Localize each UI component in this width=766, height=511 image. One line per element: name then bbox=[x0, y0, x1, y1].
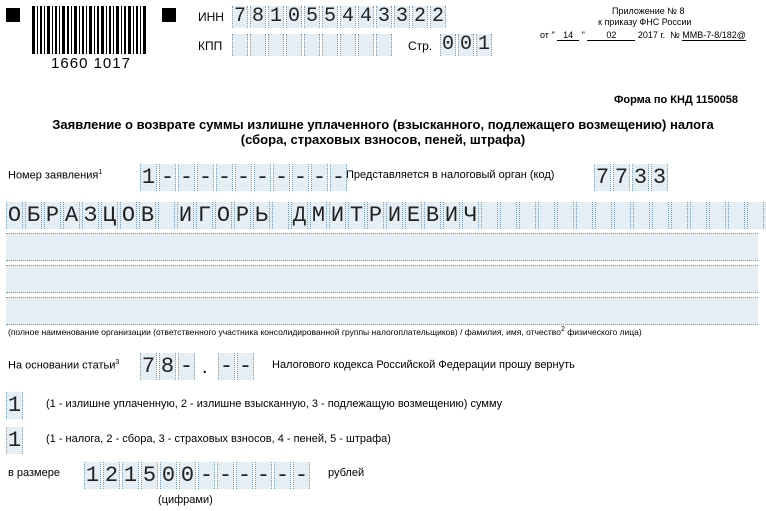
inn-cell-4[interactable]: 0 bbox=[287, 5, 300, 28]
inn-cell-7[interactable]: 4 bbox=[341, 5, 354, 28]
tax-organ-cell-2[interactable]: 7 bbox=[614, 165, 629, 190]
sum-type-cell[interactable] bbox=[6, 392, 25, 419]
kpp-cells[interactable] bbox=[232, 34, 394, 56]
payer-name-cell-19[interactable]: Т bbox=[349, 203, 364, 228]
form-title-line1: Заявление о возврате суммы излишне уплаченного (взысканного, подлежащего возмещению) налога bbox=[52, 117, 714, 132]
payer-name-cell-17[interactable]: М bbox=[311, 203, 326, 228]
form-knd: Форма по КНД 1150058 bbox=[614, 94, 739, 106]
tax-organ-cell-3[interactable]: 3 bbox=[633, 165, 648, 190]
footnote-2: 2 bbox=[560, 326, 565, 333]
payer-name-cell-12[interactable]: О bbox=[216, 203, 231, 228]
footnote-3: 3 bbox=[115, 359, 120, 366]
amount-cell-10[interactable]: - bbox=[256, 463, 271, 488]
tax-organ-label: Представляется в налоговый орган (код) bbox=[346, 169, 555, 181]
kpp-cell-1[interactable] bbox=[232, 34, 248, 56]
basis-article-cells[interactable] bbox=[140, 353, 197, 380]
amount-unit: рублей bbox=[328, 467, 365, 479]
basis-text: Налогового кодекса Российской Федерации прошу вернуть bbox=[272, 359, 575, 371]
payer-name-cell-39[interactable] bbox=[728, 202, 745, 229]
inn-cell-11[interactable]: 2 bbox=[413, 5, 426, 28]
application-number-cells[interactable] bbox=[140, 164, 349, 191]
basis-sub-cells[interactable] bbox=[218, 353, 256, 380]
barcode bbox=[32, 6, 150, 72]
payer-name-cell-25[interactable]: Ч bbox=[463, 203, 478, 228]
application-number-cell-11[interactable]: - bbox=[331, 165, 346, 190]
amount-cells[interactable] bbox=[84, 462, 312, 489]
page-label: Стр. bbox=[408, 39, 433, 53]
kpp-cell-2[interactable] bbox=[250, 34, 266, 56]
form-title-line2: (сбора, страховых взносов, пеней, штрафа) bbox=[240, 132, 526, 147]
kpp-cell-8[interactable] bbox=[358, 34, 374, 56]
application-number-label-text: Номер заявления bbox=[8, 169, 99, 182]
inn-cell-6[interactable]: 5 bbox=[323, 5, 336, 28]
payer-name-cell-14[interactable]: Ь bbox=[254, 203, 269, 228]
payer-name-cell-6[interactable]: Ц bbox=[102, 203, 117, 228]
tax-organ-cell-4[interactable]: 3 bbox=[652, 165, 667, 190]
inn-cell-9[interactable]: 3 bbox=[377, 5, 390, 28]
payer-name-cell-16[interactable]: Д bbox=[292, 203, 307, 228]
article-cell-1[interactable]: 7 bbox=[141, 354, 156, 379]
inn-cells[interactable] bbox=[232, 6, 448, 28]
inn-cell-2[interactable]: 8 bbox=[251, 5, 264, 28]
kpp-cell-3[interactable] bbox=[268, 34, 284, 56]
payer-name-cell-2[interactable]: Б bbox=[26, 203, 41, 228]
order-date: от " 14 " 02 2017 г. № ММВ-7-8/182@ bbox=[540, 30, 746, 40]
payer-name-cell-9[interactable] bbox=[158, 202, 175, 229]
corner-marker-right bbox=[162, 8, 176, 22]
barcode-bars bbox=[32, 6, 150, 54]
order-no: ММВ-7-8/182@ bbox=[682, 30, 746, 40]
payer-name-field[interactable] bbox=[6, 202, 766, 325]
payer-name-cell-5[interactable]: З bbox=[83, 203, 98, 228]
footnote-1: 1 bbox=[98, 169, 103, 176]
payer-name-cell-27[interactable] bbox=[500, 202, 517, 229]
inn-cell-5[interactable]: 5 bbox=[305, 5, 318, 28]
tax-organ-cell-1[interactable]: 7 bbox=[595, 165, 610, 190]
annex-order: к приказу ФНС России bbox=[598, 17, 692, 27]
kpp-cell-7[interactable] bbox=[340, 34, 356, 56]
barcode-number: 1660 1017 bbox=[32, 57, 150, 71]
application-number-cell-8[interactable]: - bbox=[274, 165, 289, 190]
kpp-cell-6[interactable] bbox=[322, 34, 338, 56]
sum-type-value-1[interactable]: 1 bbox=[7, 393, 22, 418]
payer-name-row-2[interactable] bbox=[6, 233, 758, 261]
payer-name-cell-31[interactable] bbox=[576, 202, 593, 229]
basis-label-text: На основании статьи bbox=[8, 359, 116, 372]
inn-cell-3[interactable]: 1 bbox=[269, 5, 282, 28]
amount-cell-6[interactable]: 0 bbox=[180, 463, 195, 488]
page-cell-2[interactable]: 0 bbox=[459, 33, 472, 56]
amount-cell-12[interactable]: - bbox=[294, 463, 309, 488]
payer-name-cell-30[interactable] bbox=[557, 202, 574, 229]
article-cell-2[interactable]: 8 bbox=[160, 354, 175, 379]
payer-name-cell-7[interactable]: О bbox=[121, 203, 136, 228]
kpp-cell-9[interactable] bbox=[376, 34, 392, 56]
amount-cell-11[interactable]: - bbox=[275, 463, 290, 488]
application-number-cell-9[interactable]: - bbox=[293, 165, 308, 190]
inn-label: ИНН bbox=[198, 10, 224, 24]
payer-name-cell-38[interactable] bbox=[709, 202, 726, 229]
basis-label bbox=[8, 359, 119, 372]
payer-name-cell-11[interactable]: Г bbox=[197, 203, 212, 228]
payer-name-cell-23[interactable]: В bbox=[425, 203, 440, 228]
payer-name-cell-40[interactable] bbox=[747, 202, 764, 229]
payment-type-value-1[interactable]: 1 bbox=[7, 428, 22, 453]
amount-cell-7[interactable]: - bbox=[199, 463, 214, 488]
payer-name-row-3[interactable] bbox=[6, 265, 758, 293]
amount-cell-5[interactable]: 0 bbox=[161, 463, 176, 488]
amount-note: (цифрами) bbox=[158, 494, 213, 506]
application-number-cell-1[interactable]: 1 bbox=[141, 165, 156, 190]
payer-name-cell-26[interactable] bbox=[481, 202, 498, 229]
amount-cell-2[interactable]: 2 bbox=[104, 463, 119, 488]
payer-name-cell-28[interactable] bbox=[519, 202, 536, 229]
application-number-cell-4[interactable]: - bbox=[198, 165, 213, 190]
payer-name-row-4[interactable] bbox=[6, 297, 758, 325]
amount-cell-8[interactable]: - bbox=[218, 463, 233, 488]
amount-cell-1[interactable]: 1 bbox=[85, 463, 100, 488]
inn-cell-1[interactable]: 7 bbox=[233, 5, 246, 28]
page-cells[interactable] bbox=[440, 34, 494, 56]
application-number-cell-6[interactable]: - bbox=[236, 165, 251, 190]
order-year: 2017 г. bbox=[637, 30, 666, 40]
payer-name-cell-8[interactable]: В bbox=[140, 203, 155, 228]
payer-name-cell-33[interactable] bbox=[614, 202, 631, 229]
kpp-cell-4[interactable] bbox=[286, 34, 302, 56]
payer-name-cell-1[interactable]: О bbox=[7, 203, 22, 228]
application-number-cell-5[interactable]: - bbox=[217, 165, 232, 190]
application-number-cell-7[interactable]: - bbox=[255, 165, 270, 190]
application-number-label bbox=[8, 169, 102, 182]
order-no-label: № bbox=[670, 30, 680, 40]
application-number-cell-2[interactable]: - bbox=[160, 165, 175, 190]
payer-name-cell-24[interactable]: И bbox=[444, 203, 459, 228]
order-date-from: от bbox=[540, 30, 549, 40]
payer-name-cell-34[interactable] bbox=[633, 202, 650, 229]
payer-name-cell-10[interactable]: И bbox=[178, 203, 193, 228]
annex-title: Приложение № 8 bbox=[612, 6, 685, 16]
sub-article-cell-1[interactable]: - bbox=[219, 354, 234, 379]
inn-cell-10[interactable]: 3 bbox=[395, 5, 408, 28]
payer-name-cell-18[interactable]: И bbox=[330, 203, 345, 228]
payer-name-cell-15[interactable] bbox=[272, 202, 289, 229]
amount-cell-9[interactable]: - bbox=[237, 463, 252, 488]
tax-organ-cells[interactable] bbox=[594, 164, 670, 191]
application-number-cell-10[interactable]: - bbox=[312, 165, 327, 190]
payment-type-text: (1 - налога, 2 - сбора, 3 - страховых взносов, 4 - пеней, 5 - штрафа) bbox=[46, 433, 391, 445]
payer-name-cell-21[interactable]: И bbox=[387, 203, 402, 228]
payer-name-cell-20[interactable]: Р bbox=[368, 203, 383, 228]
order-day: 14 bbox=[557, 30, 579, 41]
form-title bbox=[0, 117, 766, 147]
amount-cell-4[interactable]: 5 bbox=[142, 463, 157, 488]
payer-name-cell-3[interactable]: Р bbox=[45, 203, 60, 228]
page-cell-1[interactable]: 0 bbox=[441, 33, 454, 56]
inn-cell-8[interactable]: 4 bbox=[359, 5, 372, 28]
article-cell-3[interactable]: - bbox=[179, 354, 194, 379]
page-cell-3[interactable]: 1 bbox=[477, 33, 490, 56]
amount-label: в размере bbox=[8, 467, 60, 479]
order-month: 02 bbox=[587, 30, 635, 41]
payer-name-note-text: (полное наименование организации (ответственного участника консолидированной группы налогоплательщиков) / фамилия, имя, отчество bbox=[8, 326, 561, 337]
payer-name-cell-13[interactable]: Р bbox=[235, 203, 250, 228]
payer-name-cell-37[interactable] bbox=[690, 202, 707, 229]
corner-marker-left bbox=[6, 8, 20, 22]
amount-cell-3[interactable]: 1 bbox=[123, 463, 138, 488]
payer-name-cell-4[interactable]: А bbox=[64, 203, 79, 228]
payer-name-cell-22[interactable]: Е bbox=[406, 203, 421, 228]
kpp-label: КПП bbox=[198, 39, 223, 53]
kpp-cell-5[interactable] bbox=[304, 34, 320, 56]
payer-name-cell-29[interactable] bbox=[538, 202, 555, 229]
payer-name-note bbox=[8, 326, 642, 337]
sum-type-text: (1 - излишне уплаченную, 2 - излишне взысканную, 3 - подлежащую возмещению) сумму bbox=[46, 398, 503, 410]
payment-type-cell[interactable] bbox=[6, 427, 25, 454]
sub-article-cell-2[interactable]: - bbox=[238, 354, 253, 379]
payer-name-cell-32[interactable] bbox=[595, 202, 612, 229]
basis-dot: . bbox=[202, 356, 208, 378]
inn-cell-12[interactable]: 2 bbox=[431, 5, 444, 28]
payer-name-cell-36[interactable] bbox=[671, 202, 688, 229]
application-number-cell-3[interactable]: - bbox=[179, 165, 194, 190]
payer-name-note-tail: физического лица) bbox=[567, 326, 642, 337]
payer-name-row-1[interactable] bbox=[6, 202, 766, 229]
payer-name-cell-35[interactable] bbox=[652, 202, 669, 229]
